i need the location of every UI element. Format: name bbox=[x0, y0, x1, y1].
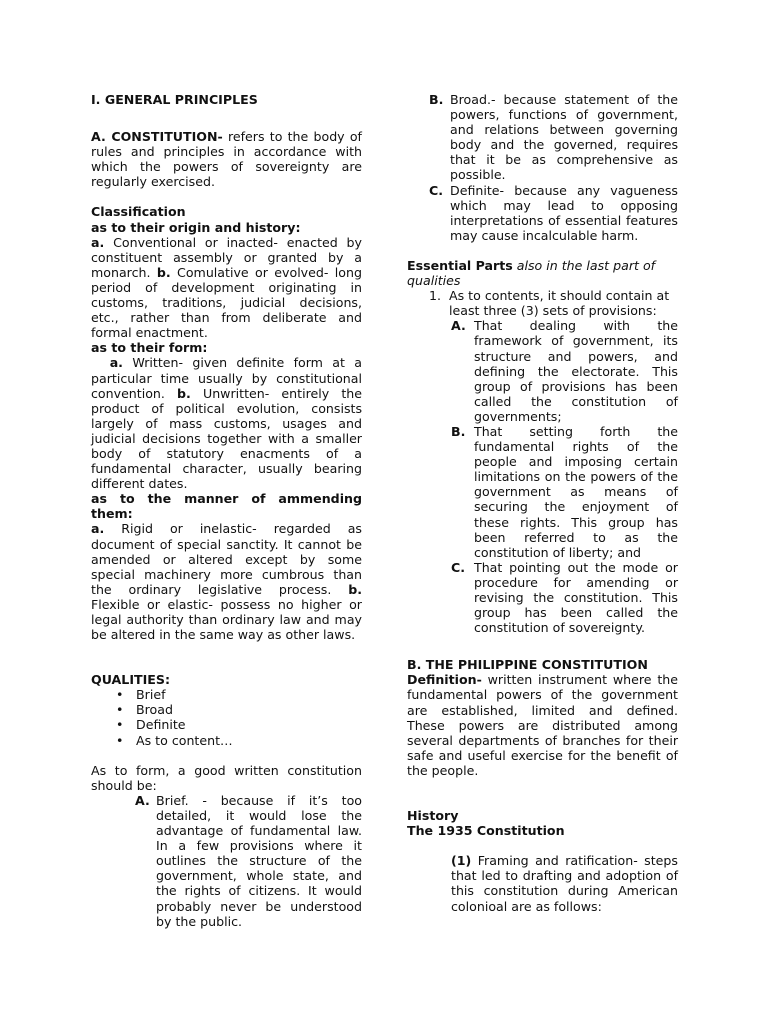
part-item: A. That dealing with the framework of government, its structure and powers, and defining the electorate. This group of provisions has been called the constitution of governments; bbox=[451, 318, 678, 424]
bullet-icon: • bbox=[116, 687, 124, 703]
origin-heading: as to their origin and history: bbox=[91, 219, 301, 235]
list-item: • Definite bbox=[116, 717, 186, 733]
section-heading: I. GENERAL PRINCIPLES bbox=[91, 92, 258, 107]
right-column bbox=[407, 92, 678, 914]
part-item: C. That pointing out the mode or procedure for amending or revising the constitution. This group has been called the constitution of sovereignty. bbox=[451, 559, 678, 636]
qualities-list bbox=[91, 687, 362, 747]
amend-heading: as to the manner of ammending them: bbox=[91, 491, 362, 522]
definite-item: C. Definite- because any vagueness which may lead to opposing interpretations of essential features may cause incalculable harm. bbox=[429, 182, 678, 243]
broad-item: B. Broad.- because statement of the powers, functions of government, and relations between governing body and the governed, requires that it be as comprehensive as possible. bbox=[429, 92, 678, 183]
form-paragraph: a. Written- given definite form at a particular time usually by constitutional convention. b. Unwritten- entirely the product of political evolution, consists largely of mass customs, usages and judicial decisions together with a smaller body of statutory enacments of a fundamental character, usually bearing different dates. bbox=[91, 355, 362, 492]
list-item: • Broad bbox=[116, 702, 173, 718]
classification-heading: Classification bbox=[91, 204, 186, 220]
1935-heading: The 1935 Constitution bbox=[407, 823, 565, 839]
form-intro: As to form, a good written constitution should be: bbox=[91, 762, 362, 793]
bullet-icon: • bbox=[116, 732, 124, 748]
bullet-icon: • bbox=[116, 702, 124, 718]
framing-paragraph: (1) Framing and ratification- steps that led to drafting and adoption of this constitution during American colonioal are as follows: bbox=[451, 853, 678, 914]
phil-constitution-heading: B. THE PHILIPPINE CONSTITUTION bbox=[407, 657, 648, 673]
part-item: B. That setting forth the fundamental rights of the people and imposing certain limitations on the powers of the government as means of securing the enjoyment of these rights. This group has been referred to as the constitution of liberty; and bbox=[451, 423, 678, 560]
history-heading: History bbox=[407, 808, 459, 824]
bullet-icon: • bbox=[116, 717, 124, 733]
constitution-definition: A. CONSTITUTION- refers to the body of rules and principles in accordance with which the powers of sovereignty are regularly exercised. bbox=[91, 129, 362, 190]
contents-item: 1. As to contents, it should contain at least three (3) sets of provisions: bbox=[429, 288, 670, 319]
list-item: • As to content… bbox=[116, 732, 233, 748]
essential-parts-heading: Essential Parts also in the last part of qualities bbox=[407, 257, 656, 289]
qualities-heading: QUALITIES: bbox=[91, 672, 170, 688]
origin-paragraph: a. Conventional or inacted- enacted by constituent assembly or granted by a monarch. b. Comulative or evolved- long period of development originating in customs, traditions, judicial decisions, etc., rather than from deliberate and formal enactment. bbox=[91, 234, 362, 341]
brief-item: A. Brief. - because if it’s too detailed, it would lose the advantage of fundamental law. In a few provisions where it outlines the structure of the government, whole state, and the rights of citizens. It would probably never be understood by the public. bbox=[135, 792, 362, 929]
definition-paragraph: Definition- written instrument where the fundamental powers of the government are established, limited and defined. These powers are distributed among several departments of branches for their safe and useful exercise for the benefit of the people. bbox=[407, 672, 678, 778]
form-heading: as to their form: bbox=[91, 340, 208, 356]
list-item: • Brief bbox=[116, 687, 166, 703]
amend-paragraph: a. Rigid or inelastic- regarded as document of special sanctity. It cannot be amended or altered except by some special machinery more cumbrous than the ordinary legislative process. b. Flexible or elastic- possess no higher or legal authority than ordinary law and may be altered in the same way as other laws. bbox=[91, 521, 362, 643]
left-column bbox=[91, 92, 362, 929]
